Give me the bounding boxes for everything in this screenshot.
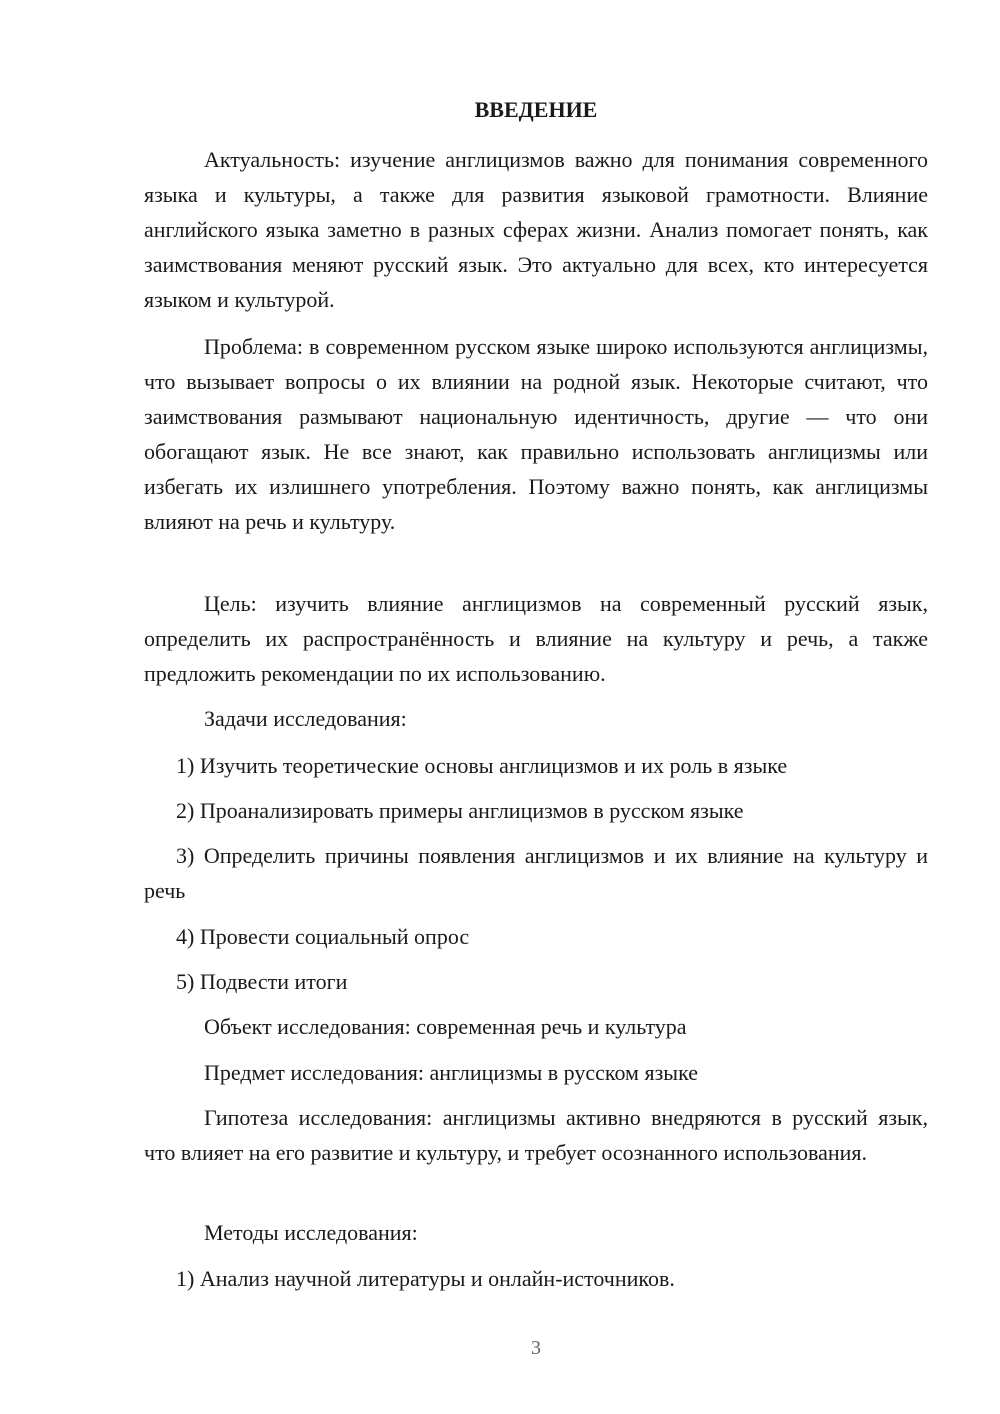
list-item-task-3: 3) Определить причины появления англицизмов и их влияние на культуру и речь xyxy=(144,843,928,903)
paragraph-goal: Цель: изучить влияние англицизмов на современный русский язык, определить их распространённость и влияние на культуру и речь, а также предложить рекомендации по их использованию. xyxy=(144,591,928,686)
paragraph-methods-heading: Методы исследования: xyxy=(204,1220,418,1245)
paragraph-relevance: Актуальность: изучение англицизмов важно для понимания современного языка и культуры, а также для развития языковой грамотности. Влияние английского языка заметно в разных сферах жизни. Анализ помогает понять, как заимствования меняют русский язык. Это актуально для всех, кто интересуется языком и культурой. xyxy=(144,147,928,312)
paragraph-problem: Проблема: в современном русском языке широко используются англицизмы, что вызывает вопросы о их влиянии на родной язык. Некоторые считают, что заимствования размывают национальную идентичность, другие — что они обогащают язык. Не все знают, как правильно использовать англицизмы или избегать их излишнего употребления. Поэтому важно понять, как англицизмы влияют на речь и культуру. xyxy=(144,334,928,534)
list-item-method-1: 1) Анализ научной литературы и онлайн-источников. xyxy=(176,1266,675,1291)
paragraph-tasks-heading: Задачи исследования: xyxy=(204,706,407,731)
list-item-task-2: 2) Проанализировать примеры англицизмов в русском языке xyxy=(176,798,744,823)
paragraph-object: Объект исследования: современная речь и культура xyxy=(204,1014,687,1039)
paragraph-hypothesis: Гипотеза исследования: англицизмы активно внедряются в русский язык, что влияет на его развитие и культуру, и требует осознанного использования. xyxy=(144,1105,928,1165)
list-item-task-5: 5) Подвести итоги xyxy=(176,969,348,994)
list-item-task-1: 1) Изучить теоретические основы англицизмов и их роль в языке xyxy=(176,753,788,778)
page-title: ВВЕДЕНИЕ xyxy=(474,97,598,122)
page-number: 3 xyxy=(531,1337,541,1359)
list-item-task-4: 4) Провести социальный опрос xyxy=(176,924,470,949)
paragraph-subject: Предмет исследования: англицизмы в русском языке xyxy=(204,1060,698,1085)
